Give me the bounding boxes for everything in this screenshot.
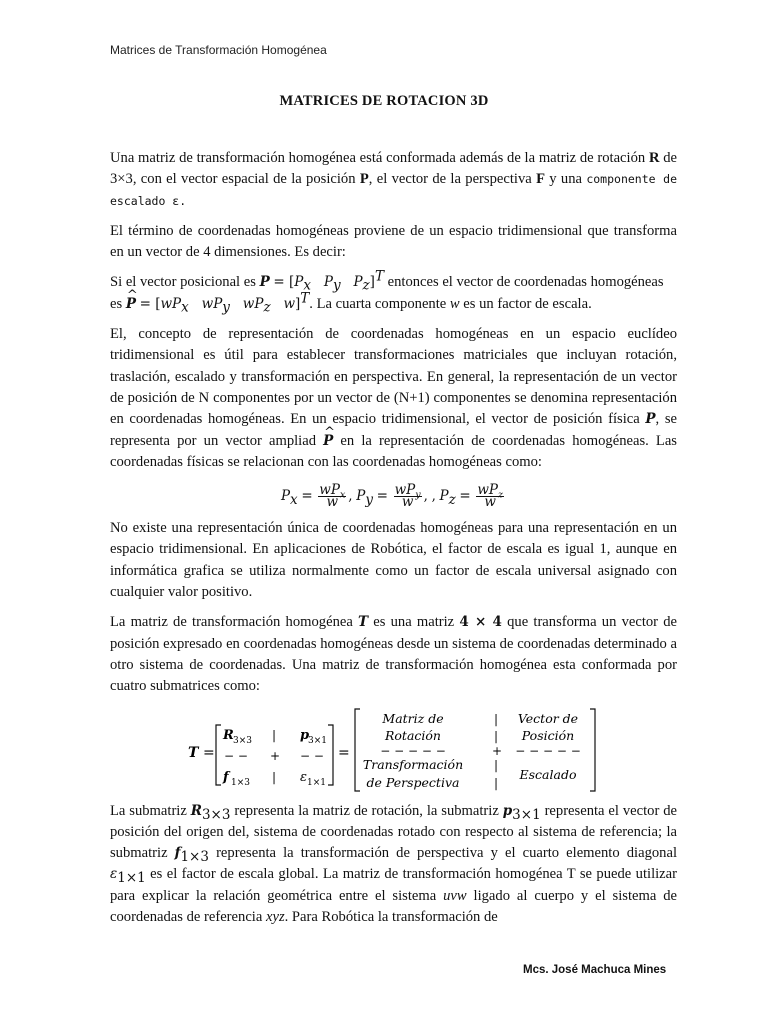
paragraph-5: No existe una representación única de coordenadas homogéneas para una representación en un espacio tridimensional. En aplicaciones de Robótica, el factor de escala es igual 1, aunque en informática grafica se utiliza normalmente como un factor de escala universal asignado con cualquier valor positivo. (110, 520, 677, 601)
p4-text-c: en la representación de coordenadas homogéneas. Las coordenadas físicas se relacionan con las coordenadas homogéneas como: (110, 432, 677, 470)
p3-text-b3: es un factor de escala. (459, 295, 592, 312)
p7-text-f: ligado al cuerpo y el sistema de coordenadas de referencia (110, 887, 677, 926)
matrix-position-line-1: Vector de (517, 710, 579, 726)
p6-text-b: es una matriz (368, 614, 460, 631)
p6-text-c: que transforma un vector de posición expresado en coordenadas homogéneas desde un sistema de coordenadas determinado a otro sistema de coordenadas. Una matriz de transformación homogénea esta conformada por cuatro submatrices como: (110, 614, 678, 695)
matrix-plus-1: + (270, 748, 281, 763)
p7-math-r: R (190, 802, 202, 819)
matrix-f-subscript: 1×3 (231, 777, 250, 788)
matrix-dash-2: − − (300, 748, 324, 763)
matrix-position-line-2: Posición (521, 727, 575, 743)
paragraph-6 (110, 612, 677, 697)
paragraph-3 (110, 268, 677, 316)
p3-text-a2: entonces el vector de coordenadas homogéneas (383, 274, 664, 291)
matrix-t-symbol: T (188, 744, 199, 761)
matrix-f-entry: f (223, 769, 229, 785)
p1-text-a: Una matriz de transformación homogénea está conformada además de la matriz de rotación (110, 150, 646, 166)
p4-math-p: P (645, 411, 656, 428)
matrix-r-entry: R (223, 727, 234, 743)
p1-bold-p: P (359, 171, 369, 188)
p6-text-a: La matriz de transformación homogénea (110, 614, 359, 631)
page-header: Matrices de Transformación Homogénea (110, 43, 327, 57)
matrix-equals-2: = (338, 744, 350, 761)
matrix-perspective-line-2: de Perspectiva (366, 774, 460, 790)
matrix-rotation-line-2: Rotación (385, 727, 441, 743)
matrix-2-left-bracket (355, 709, 360, 791)
matrix-sep-5: | (494, 757, 499, 772)
paragraph-1 (110, 148, 677, 212)
p3-italic-w: w (449, 295, 460, 312)
p7-text-e: es el factor de escala global. La matriz de transformación homogénea T se puede utilizar para explicar la relación geométrica entre el sistema (110, 866, 677, 904)
p7-text-d: representa la transformación de perspectiva y el cuarto elemento diagonal (208, 845, 677, 862)
p1-text-b2: , el vector de la perspectiva (368, 171, 537, 188)
p3-math-phat: ^ P (126, 294, 136, 315)
p1-text-b: de 3×3, con el vector espacial de la posición (110, 150, 677, 188)
matrix-eps-subscript: 1×1 (307, 777, 326, 788)
paragraph-4 (110, 324, 677, 473)
p7-text-a: La submatriz (110, 802, 191, 819)
p3-text-b2: . La cuarta componente (309, 295, 450, 312)
page-footer-author: Mcs. José Machuca Mines (523, 964, 667, 976)
p1-text-b3: y una (544, 171, 582, 188)
p7-text-b: representa la matriz de rotación, la submatriz (230, 802, 503, 819)
p3-math-homog: = [$wP_x$ $wP_y$ $wP_z$ w]$^T$ (139, 290, 310, 316)
p7-italic-uvw: uvw (443, 887, 467, 904)
p7-text-g: . Para Robótica la transformación de (284, 909, 498, 926)
matrix-1-right-bracket (328, 725, 333, 785)
p7-text-c: representa el vector de posición del origen del, sistema de coordenadas rotado con respecto al sistema de referencia; la submatriz (110, 802, 677, 862)
matrix-equals-1: = (203, 744, 215, 761)
matrix-sep-3: | (494, 711, 499, 726)
p3-math-vector: = [$P_x$ $P_y$ $P_z]^T$ (273, 268, 384, 295)
paragraph-2: El término de coordenadas homogéneas proviene de un espacio tridimensional que transforma en un vector de 4 dimensiones. Es decir: (110, 222, 677, 261)
p7-math-p: p (502, 802, 513, 819)
matrix-rotation-line-1: Matriz de (382, 710, 444, 726)
matrix-2-right-bracket (590, 709, 595, 791)
p4-text-b: , se representa por un vector ampliad (110, 411, 677, 449)
paragraph-7: La submatriz $R_{3\times 3}$ representa la matriz de rotación, la submatriz $p_{3\times 1}$ representa el vector de posición del origen del, sistema de coordenadas rotado con respecto al sistema de referencia; la submatriz $f_{1\times 3}$ representa la transformación de perspectiva y el cuarto elemento diagonal $\varepsilon_{1\times 1}$ es el factor de escala global. La matriz de transformación homogénea T se puede utilizar para explicar la relación geométrica entre el sistema uvw ligado al cuerpo y el sistema de coordenadas de referencia xyz. Para Robótica la transformación de (110, 802, 677, 926)
matrix-sep-6: | (494, 775, 499, 790)
matrix-plus-2: + (492, 743, 503, 758)
matrix-sep-2: | (272, 769, 277, 784)
p1-bold-f: F (536, 171, 545, 188)
p4-math-phat: ^ P (323, 431, 333, 452)
matrix-sep-4: | (494, 728, 499, 743)
p1-bold-r: R (648, 150, 660, 166)
p4-text-a: El, concepto de representación de coordenadas homogéneas en un espacio euclídeo tridimensional es útil para establecer transformaciones matriciales que incluyan rotación, traslación, escalado y transformación en perspectiva. En general, la representación de un vector de posición de N componentes por un vector de (N+1) componentes se denomina representación en coordenadas homogéneas. En un espacio tridimensional, el vector de posición física (110, 326, 677, 428)
matrix-eps-entry: ε (300, 769, 307, 785)
matrix-perspective-line-1: Transformación (362, 756, 464, 772)
p1-mono-text: componente de escalado ε. (110, 172, 678, 208)
p3-math-p: P (259, 274, 270, 291)
matrix-1-left-bracket (216, 725, 221, 785)
matrix-p-entry: p (300, 727, 310, 743)
matrix-scaling-label: Escalado (519, 766, 577, 782)
document-title: MATRICES DE ROTACION 3D (279, 93, 489, 109)
p3-text-a: Si el vector posicional es (110, 274, 260, 291)
matrix-p-subscript: 3×1 (308, 735, 327, 746)
p7-italic-xyz: xyz (265, 909, 285, 926)
matrix-dash-1: − − (224, 748, 248, 763)
matrix-equation-svg (110, 707, 677, 795)
matrix-dash-4: − − − − − (515, 743, 581, 758)
p7-math-f: f (174, 845, 181, 862)
p6-math-t: T (358, 614, 369, 631)
matrix-sep-1: | (272, 727, 277, 742)
p7-math-eps: ε (110, 866, 118, 883)
p3-text-b: es (110, 295, 126, 312)
matrix-dash-3: − − − − − (380, 743, 446, 758)
p6-dimension: 4 × 4 (459, 614, 502, 631)
homogeneous-relation-equation: $P_x$ = $\frac{wP_x}{w}$ , $P_y$ = $\frac{wP_y}{w}$ , , $P_z$ = $\frac{wP_z}{w}$ (280, 482, 504, 511)
transformation-matrix-equation (110, 707, 677, 795)
document-body (110, 148, 677, 937)
matrix-r-subscript: 3×3 (233, 735, 252, 746)
